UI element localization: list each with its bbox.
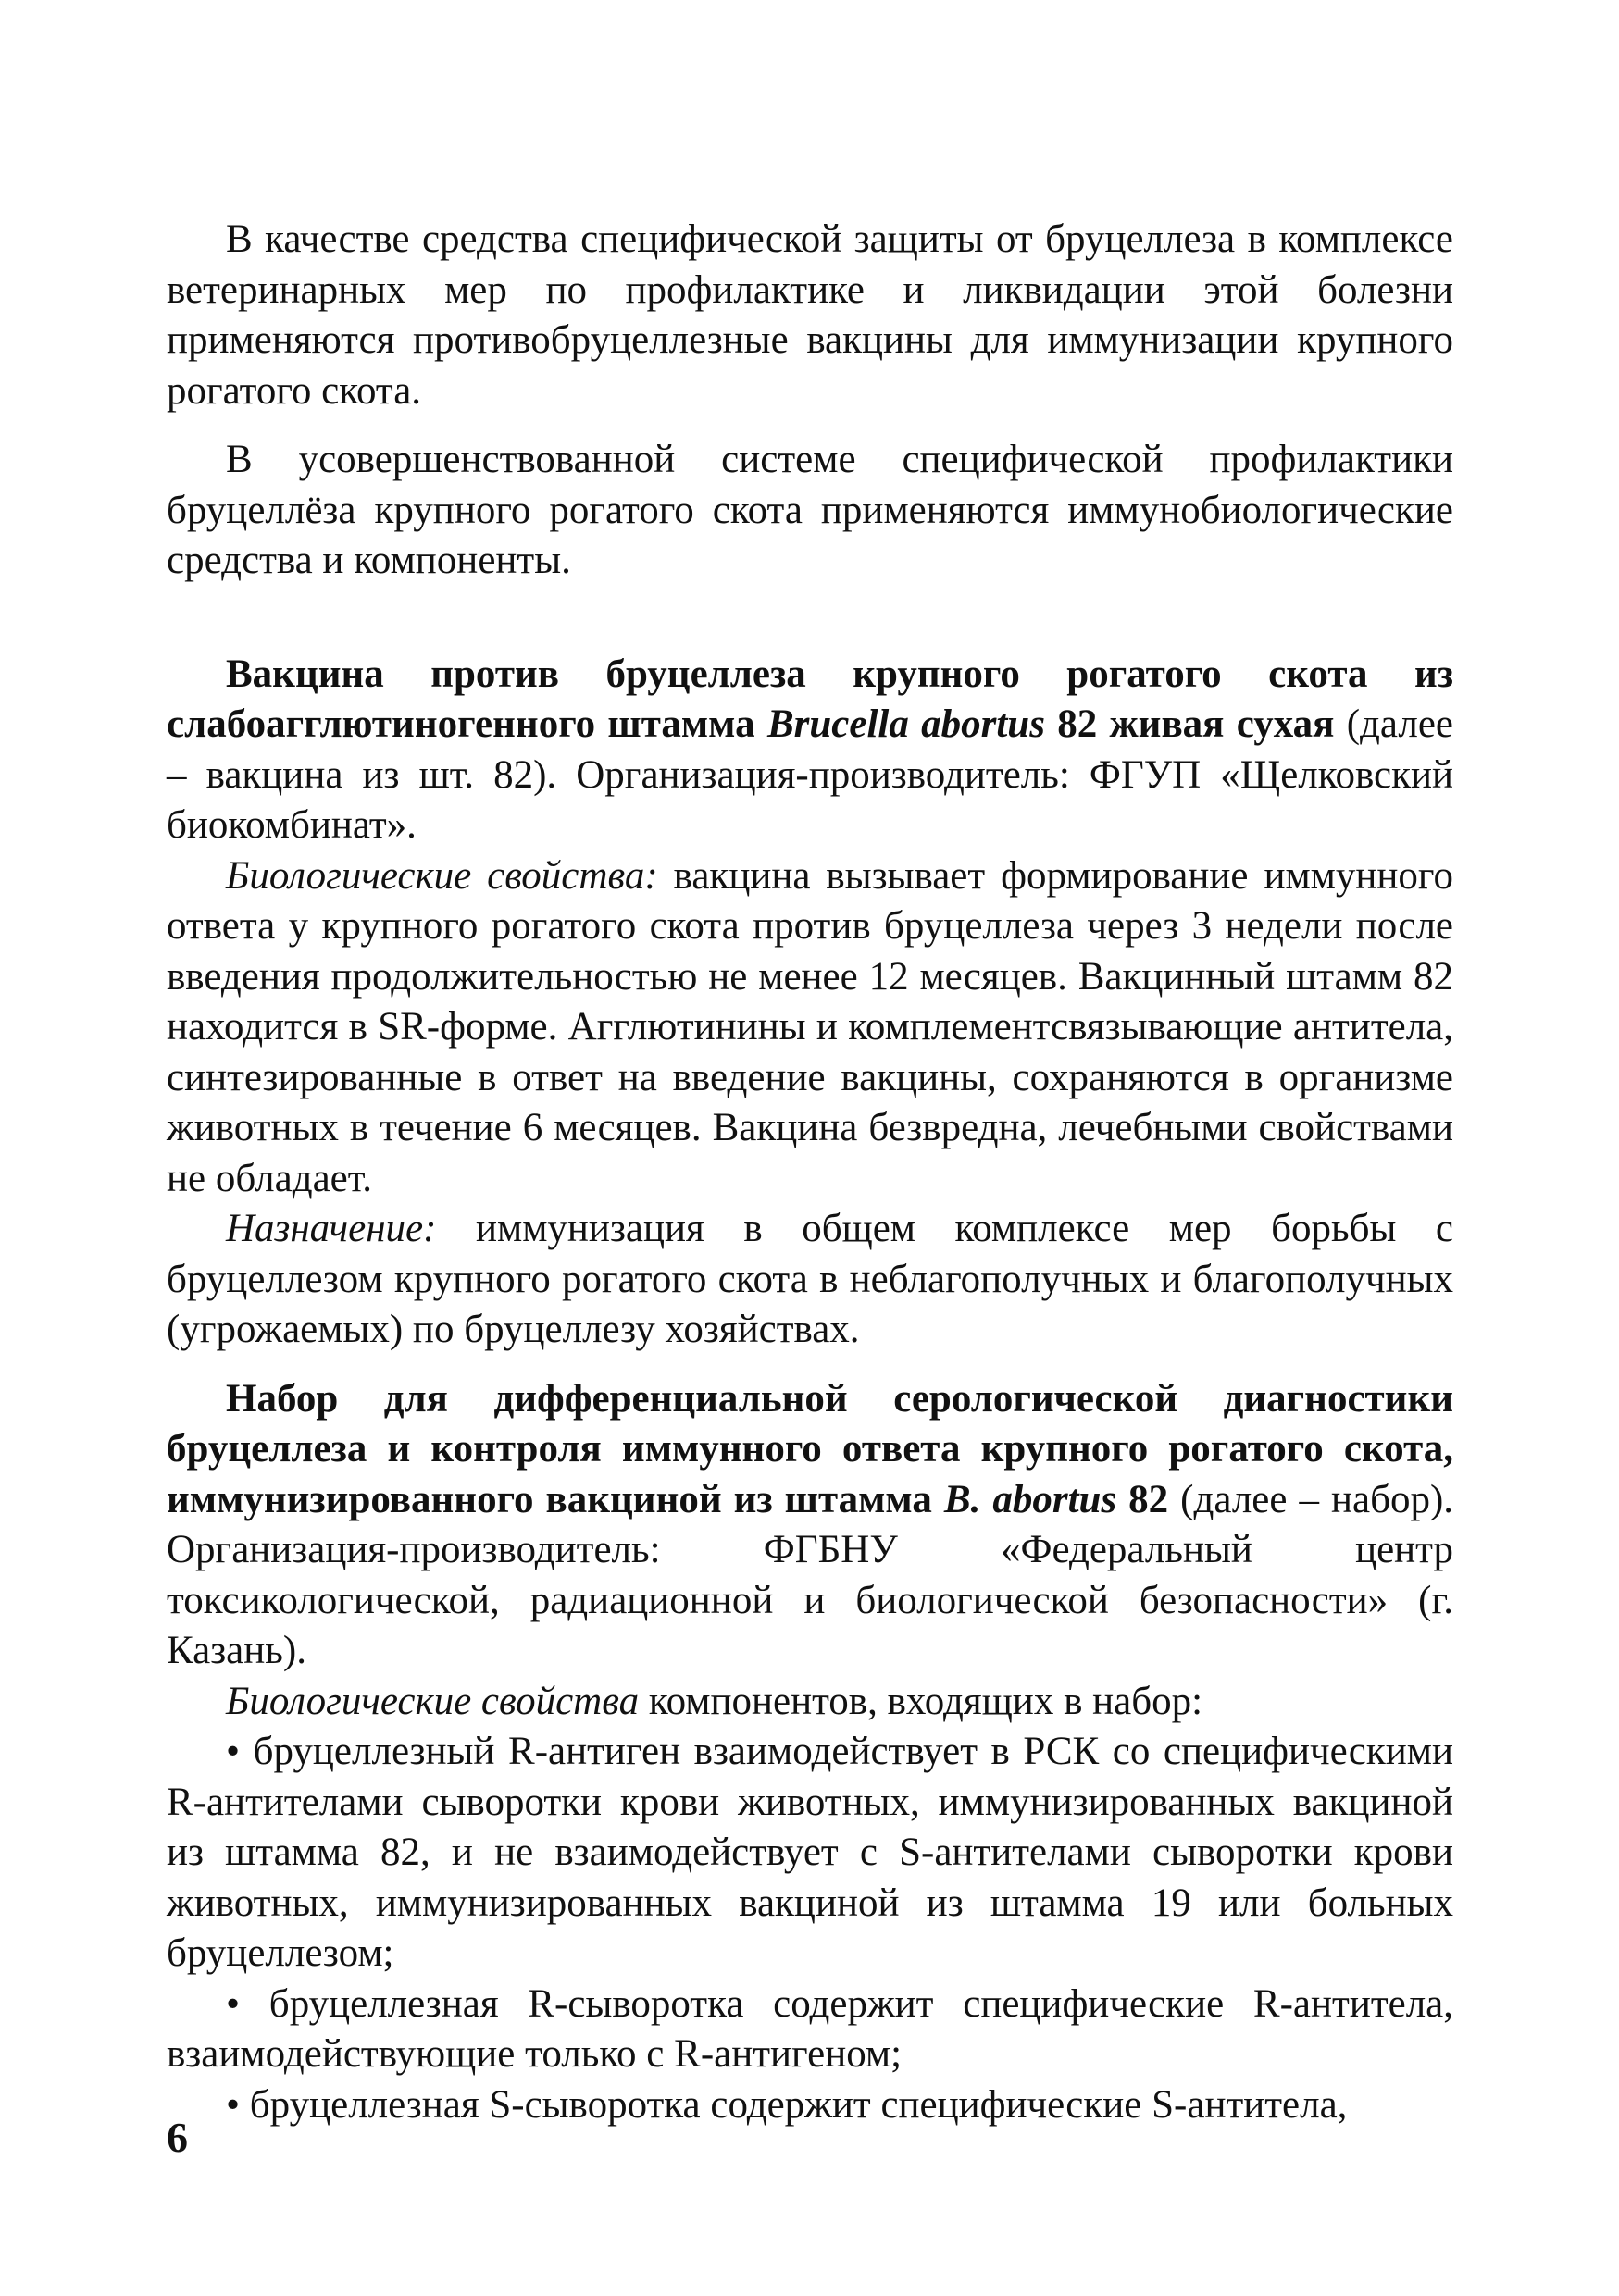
kit-title-species: B. abortus [943, 1477, 1117, 1521]
kit-bullet-1: • бруцеллезный R-антиген взаимодействует в РСК со специфическими R-антителами сыворотки крови животных, иммунизированных вакциной из штамма 82, и не взаимодействует с S-антителами сыворотки крови животных, иммунизированных вакциной из штамма 19 или больных бруцеллезом; [167, 1730, 1453, 1975]
vaccine-title-part-1: Вакцина против бруцеллеза крупного рогатого скота из слабоагглютиногенного штамма [167, 652, 1453, 746]
kit-bullet-3: • бруцеллезная S-сыворотка содержит специфические S-антитела, [226, 2082, 1348, 2127]
vaccine-title-part-2: 82 живая сухая [1044, 702, 1335, 746]
vaccine-purpose-label: Назначение: [226, 1207, 437, 1250]
vaccine-bio-label: Биологические свойства: [226, 853, 658, 898]
vaccine-title-species: Brucella abortus [766, 702, 1045, 746]
intro-paragraph-1: В качестве средства специфической защиты от бруцеллеза в комплексе ветеринарных мер по профилактике и ликвидации этой болезни применяются противобруцеллезные вакцины для иммунизации крупного рогатого скота. [167, 217, 1453, 413]
kit-bio-label: Биологические свойства [226, 1679, 640, 1723]
vaccine-title-rest: (далее – вакцина из шт. 82). Организация-производитель: ФГУП «Щелковский биокомбинат». [167, 702, 1453, 847]
vaccine-bio-text: вакцина вызывает формирование иммунного ответа у крупного рогатого скота против бруцеллеза через 3 недели после введения продолжительностью не менее 12 месяцев. Вакцинный штамм 82 находится в SR-форме. Агглютинины и комплементсвязывающие антитела, синтезированные в ответ на введение вакцины, сохраняются в организме животных в течение 6 месяцев. Вакцина безвредна, лечебными свойствами не обладает. [167, 853, 1453, 1200]
vaccine-bio-paragraph [167, 851, 1453, 1205]
kit-title-rest: (далее – набор). Организация-производитель: ФГБНУ «Федеральный центр токсикологической, радиационной и биологической безопасности» (г. Казань). [167, 1477, 1454, 1672]
intro-paragraph-2: В усовершенствованной системе специфической профилактики бруцеллёза крупного рогатого скота применяются иммунобиологические средства и компоненты. [167, 438, 1453, 582]
page-number: 6 [167, 2114, 188, 2161]
kit-heading-paragraph [167, 1374, 1453, 1677]
kit-bullet-2: • бруцеллезная R-сыворотка содержит специфические R-антитела, взаимодействующие только с R-антигеном; [167, 1981, 1453, 2076]
vaccine-purpose-paragraph [167, 1204, 1453, 1356]
kit-title-part-2: 82 [1116, 1477, 1169, 1521]
kit-bio-paragraph [167, 1677, 1453, 1728]
vaccine-title [167, 652, 1453, 747]
document-body [167, 215, 1453, 2130]
kit-title-part-1: Набор для дифференциальной серологической диагностики бруцеллеза и контроля иммунного ответа крупного рогатого скота, иммунизированного вакциной из штамма [167, 1376, 1453, 1521]
vaccine-purpose-text: иммунизация в общем комплексе мер борьбы с бруцеллезом крупного рогатого скота в неблагополучных и благополучных (угрожаемых) по бруцеллезу хозяйствах. [167, 1207, 1453, 1351]
kit-bio-text: компонентов, входящих в набор: [639, 1679, 1203, 1723]
vaccine-heading-paragraph [167, 650, 1453, 851]
